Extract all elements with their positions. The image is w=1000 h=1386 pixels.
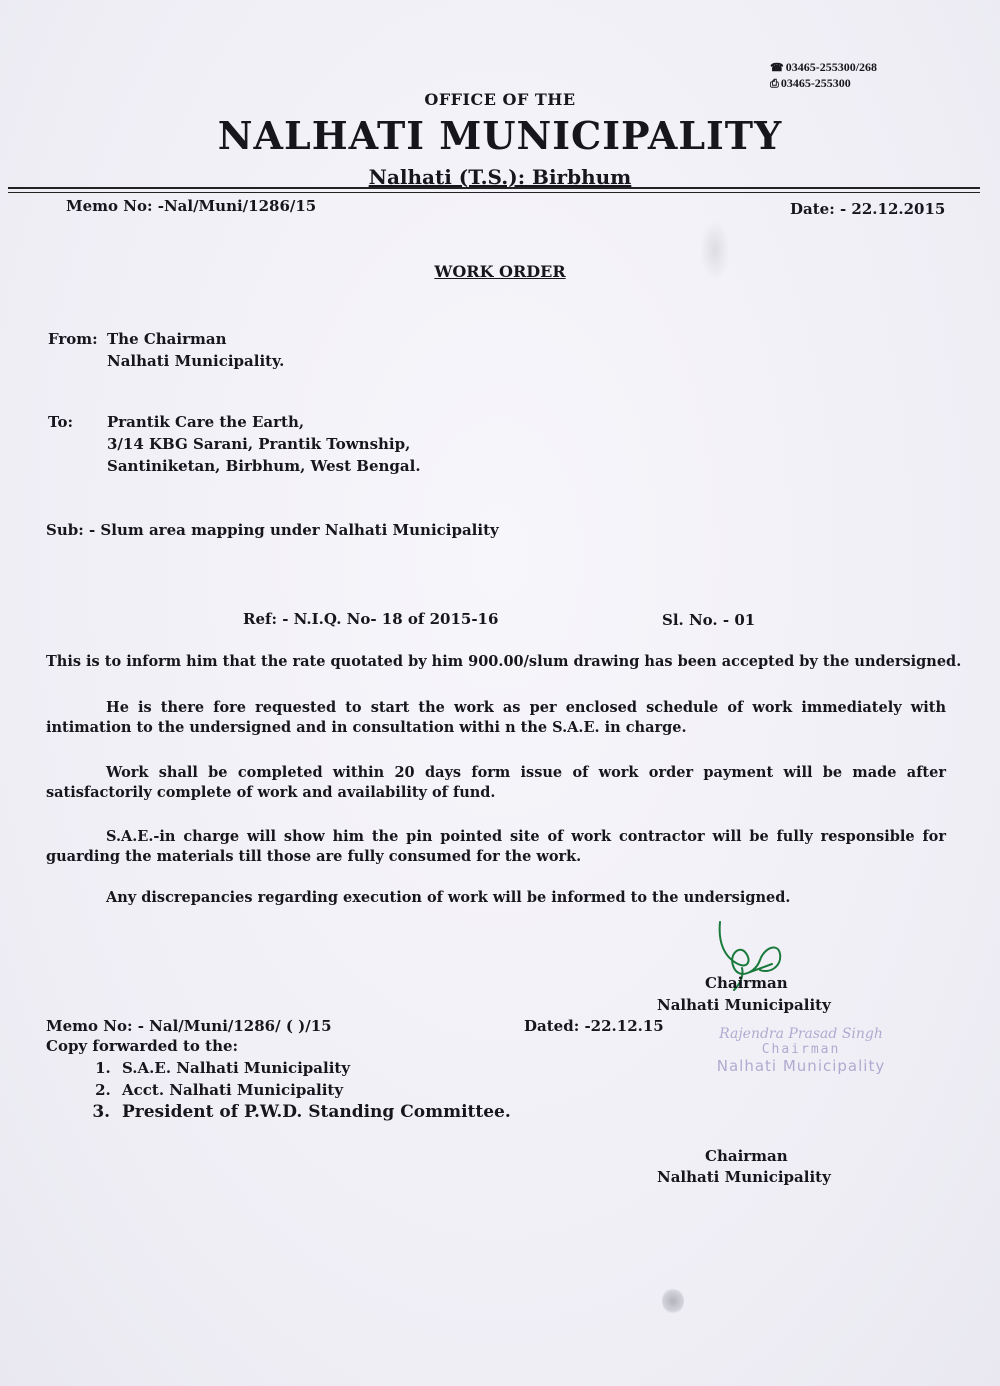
reference-number: Ref: - N.I.Q. No- 18 of 2015-16 [243, 610, 499, 628]
memo-number: Memo No: -Nal/Muni/1286/15 [66, 197, 317, 215]
office-of-label: OFFICE OF THE [424, 90, 576, 109]
phone-icon: ☎ [770, 62, 784, 74]
memo-date: Date: - 22.12.2015 [790, 200, 946, 218]
to-line: Santiniketan, Birbhum, West Bengal. [107, 457, 421, 475]
official-stamp [706, 1026, 896, 1074]
serial-number: Sl. No. - 01 [662, 611, 756, 629]
fax-line [770, 76, 851, 91]
subject-line: Sub: - Slum area mapping under Nalhati Municipality [46, 521, 499, 539]
phone-number: 03465-255300/268 [785, 60, 878, 74]
signatory-title: Chairman [705, 974, 788, 992]
stamp-title: Chairman [761, 1042, 841, 1057]
copy-forwarded-label: Copy forwarded to the: [46, 1037, 239, 1055]
body-paragraph: This is to inform him that the rate quotated by him 900.00/slum drawing has been accepted by the undersigned. [46, 653, 962, 670]
paper-smudge [700, 220, 730, 280]
copy-recipient: 3. President of P.W.D. Standing Committee. [116, 1101, 644, 1123]
location-line: Nalhati (T.S.): Birbhum [368, 165, 632, 189]
footer-signatory-org: Nalhati Municipality [657, 1168, 831, 1186]
from-label: From: [48, 330, 98, 348]
copy-memo-number: Memo No: - Nal/Muni/1286/ ( )/15 [46, 1017, 332, 1035]
from-line: Nalhati Municipality. [107, 352, 285, 370]
copy-recipient-list [44, 1057, 644, 1123]
to-label: To: [48, 413, 73, 431]
from-block [107, 328, 284, 372]
from-line: The Chairman [107, 330, 227, 348]
stamp-org: Nalhati Municipality [716, 1057, 886, 1075]
header-rule-thin [8, 192, 980, 193]
to-line: Prantik Care the Earth, [107, 413, 305, 431]
paper-smudge [662, 1288, 684, 1314]
phone-line [770, 60, 877, 75]
fax-icon: ⎙ [770, 78, 779, 90]
body-paragraph: Any discrepancies regarding execution of work will be informed to the undersigned. [106, 889, 791, 906]
copy-recipient: 1. S.A.E. Nalhati Municipality [116, 1057, 644, 1079]
to-line: 3/14 KBG Sarani, Prantik Township, [107, 435, 411, 453]
copy-recipient: 2. Acct. Nalhati Municipality [116, 1079, 644, 1101]
signatory-org: Nalhati Municipality [657, 996, 831, 1014]
to-block [107, 411, 421, 477]
footer-signatory-title: Chairman [705, 1147, 788, 1165]
stamp-name: Rajendra Prasad Singh [719, 1026, 883, 1042]
body-paragraph: Work shall be completed within 20 days form issue of work order payment will be made after satisfactorily complete of work and availability of fund. [46, 764, 946, 801]
fax-number: 03465-255300 [780, 76, 851, 90]
municipality-name: NALHATI MUNICIPALITY [217, 113, 783, 158]
document-title: WORK ORDER [434, 262, 566, 281]
body-paragraph: He is there fore requested to start the work as per enclosed schedule of work immediately with intimation to the undersigned and in consultation withi n the S.A.E. in charge. [46, 699, 946, 736]
copy-dated: Dated: -22.12.15 [524, 1017, 664, 1035]
body-paragraph: S.A.E.-in charge will show him the pin pointed site of work contractor will be fully responsible for guarding the materials till those are fully consumed for the work. [46, 828, 946, 865]
header-rule [8, 187, 980, 189]
